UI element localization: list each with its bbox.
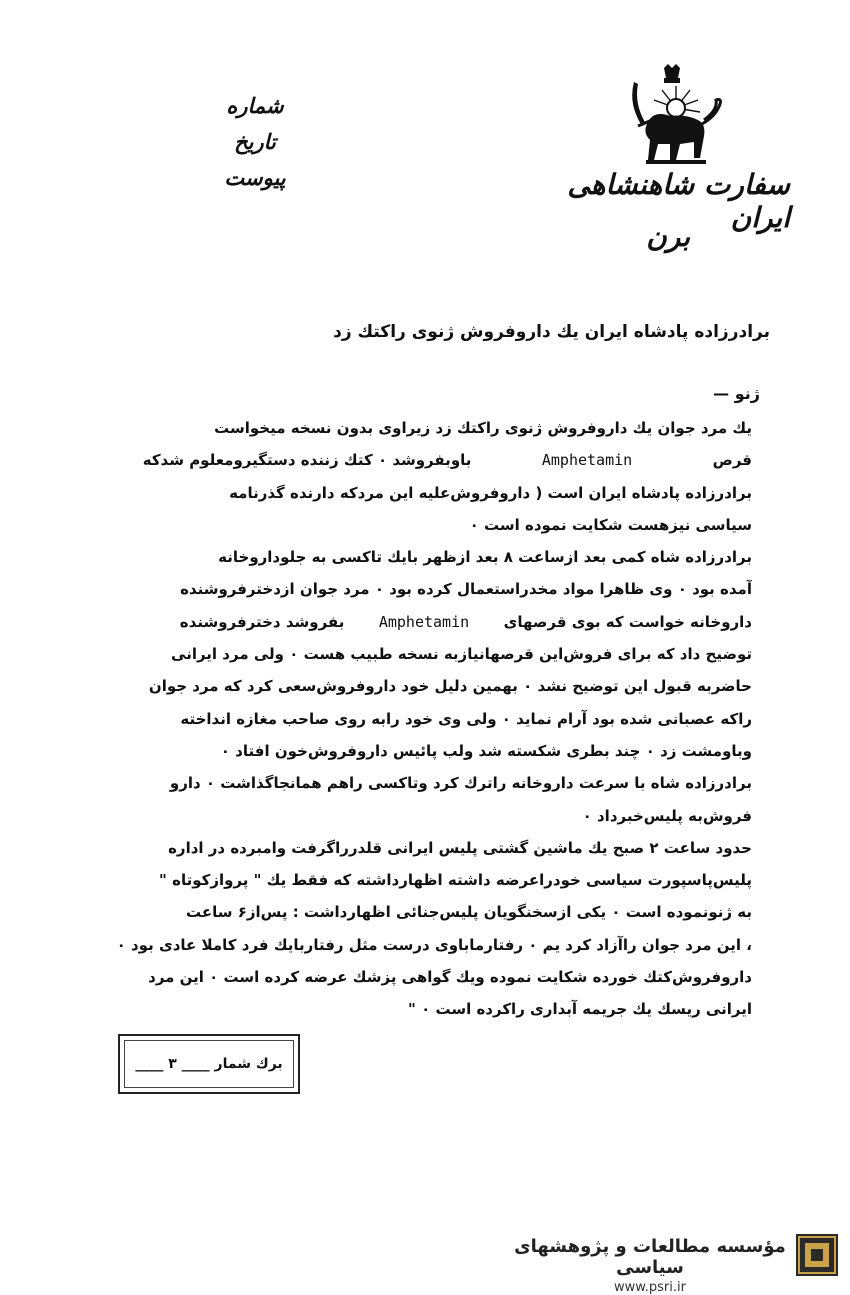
footer-watermark: [512, 1236, 788, 1295]
body-line-part: داروخانه خواست كه بوی قرصهای: [503, 612, 752, 631]
stamp-label: برك شمار: [214, 1056, 283, 1072]
footer-url: www.psri.ir: [614, 1280, 686, 1295]
body-line: وباومشت زد ٠ چند بطری شكسته شد ولب پائیس داروفروش‌خون افتاد ٠: [220, 741, 752, 760]
body-line: ، این مرد جوان راآزاد كرد یم ٠ رفتارماباوی درست مثل رفتاربایك فرد كاملا عادی بود ٠: [116, 935, 752, 954]
body-line-part: باوبفروشد ٠ كتك زننده دستگیرومعلوم شدكه: [142, 451, 472, 470]
sheet-number-stamp: [118, 1034, 300, 1094]
body-line: یك مرد جوان یك داروفروش ژنوی راكتك زد زیراوی بدون نسخه میخواست: [214, 419, 752, 437]
body-line: فروش‌به پلیس‌خبرداد ٠: [582, 806, 752, 825]
dateline: ژنو —: [713, 384, 760, 403]
document-title: برادرزاده پادشاه ایران یك داروفروش ژنوی راكتك زد: [333, 322, 770, 342]
body-line-part: بفروشد دخترفروشنده: [179, 612, 345, 631]
number-label: شماره: [226, 93, 284, 118]
body-line: آمده بود ٠ وی ظاهرا مواد مخدراستعمال كرده بود ٠ مرد جوان ازدخترفروشنده: [180, 580, 752, 599]
document-body: [96, 412, 752, 1026]
body-line: [96, 444, 752, 476]
lion-and-sun-emblem-icon: [624, 64, 724, 168]
body-line: [96, 606, 752, 638]
date-label: تاریخ: [234, 129, 276, 154]
body-line: برادرزاده پادشاه ایران است ( داروفروش‌علیه این مردكه دارنده گذرنامه: [229, 483, 752, 502]
body-line: داروفروش‌كتك خورده شكایت نموده ویك گواهی پزشك عرضه كرده است ٠ این مرد: [148, 968, 752, 987]
body-line: پلیس‌پاسپورت سیاسی خودراعرضه داشته اظهارداشته كه فقط یك " پروازكوتاه ": [159, 871, 752, 890]
body-line: راكه عصبانی شده بود آرام نماید ٠ ولی وی خود رابه روی صاحب مغازه انداخته: [180, 709, 752, 728]
body-line: ایرانی ریسك یك جریمه آبداری راكرده است ٠ ": [408, 1000, 752, 1019]
body-line: حاضربه قبول این توضیح نشد ٠ بهمین دلیل خود داروفروش‌سعی كرد كه مرد جوان: [148, 677, 752, 696]
body-line: حدود ساعت ۲ صبح یك ماشین گشتی پلیس ایرانی قلدرراگرفت وامبرده در اداره: [168, 838, 752, 857]
body-line: برادرزاده شاه كمی بعد ازساعت ۸ بعد ازظهر بایك تاكسی به جلوداروخانه: [218, 548, 752, 567]
embassy-name: سفارت شاهنشاهی ایران: [567, 168, 790, 234]
body-line: برادرزاده شاه با سرعت داروخانه راترك كرد وتاكسی راهم همانجاگذاشت ٠ دارو: [169, 774, 752, 793]
drug-name: Amphetamin: [541, 451, 633, 470]
body-line: به ژنونموده است ٠ یكی ازسخنگویان پلیس‌جنائی اظهارداشت : پس‌از۶ ساعت: [185, 903, 752, 922]
body-line: توضیح داد كه برای فروش‌این قرصهانیازبه نسخه طبیب هست ٠ ولی مرد ایرانی: [171, 645, 752, 664]
embassy-city: برن: [646, 220, 690, 253]
letterhead-meta: [200, 88, 310, 196]
footer-org-name: مؤسسه مطالعات و پژوهشهای سیاسی: [514, 1236, 786, 1278]
attachment-label: پیوست: [224, 165, 286, 190]
body-line: سیاسی نیزهست شكایت نموده است ٠: [469, 515, 752, 534]
psri-logo-icon: [796, 1234, 838, 1276]
drug-name: Amphetamin: [378, 612, 470, 631]
stamp-number: ۳: [168, 1056, 177, 1072]
stamp-inner: برك شمار ____ ۳ ____: [124, 1040, 294, 1088]
body-line-part: قرص: [712, 451, 752, 470]
